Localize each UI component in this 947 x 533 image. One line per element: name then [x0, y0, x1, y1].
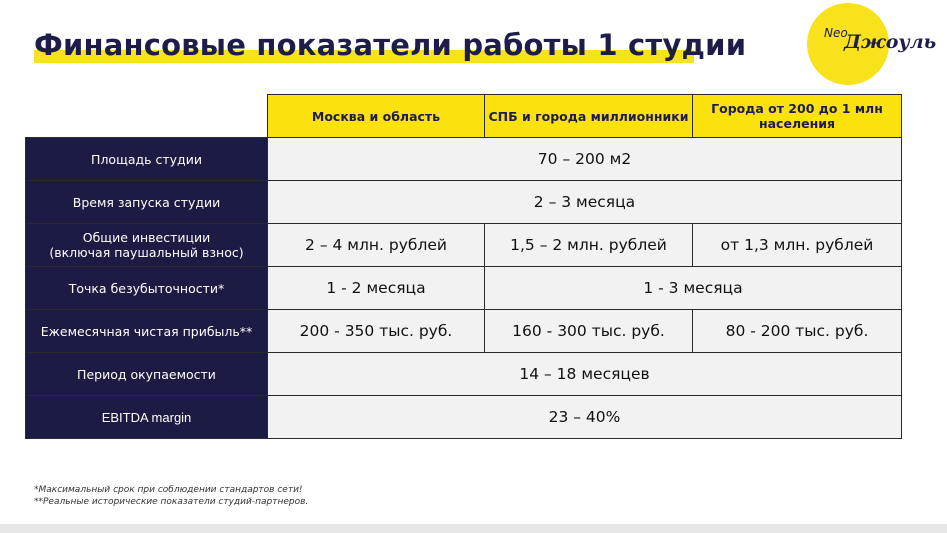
table-row	[26, 224, 902, 267]
footnote-2: **Реальные исторические показатели студий-партнеров.	[34, 497, 309, 507]
table-row	[26, 396, 902, 439]
logo-prefix: Neo	[824, 26, 848, 40]
value-breakeven-other: 1 - 3 месяца	[485, 267, 902, 310]
value-breakeven-moscow: 1 - 2 месяца	[268, 267, 485, 310]
row-label-monthly-profit: Ежемесячная чистая прибыль**	[26, 310, 268, 353]
table-row	[26, 181, 902, 224]
value-profit-moscow: 200 - 350 тыс. руб.	[268, 310, 485, 353]
neo-joule-logo	[800, 2, 937, 88]
value-profit-spb: 160 - 300 тыс. руб.	[485, 310, 693, 353]
row-label-breakeven: Точка безубыточности*	[26, 267, 268, 310]
row-label-payback: Период окупаемости	[26, 353, 268, 396]
value-investments-cities: от 1,3 млн. рублей	[693, 224, 902, 267]
header-moscow: Москва и область	[268, 95, 485, 138]
logo-name: Джоуль	[844, 31, 937, 53]
row-label-investments	[26, 224, 268, 267]
footnote-1: *Максимальный срок при соблюдении стандартов сети!	[34, 485, 303, 495]
footnotes	[34, 484, 308, 508]
page-title: Финансовые показатели работы 1 студии	[34, 28, 747, 62]
header-corner	[26, 95, 268, 138]
value-payback: 14 – 18 месяцев	[268, 353, 902, 396]
table-row	[26, 353, 902, 396]
header-cities: Города от 200 до 1 млн населения	[693, 95, 902, 138]
value-investments-spb: 1,5 – 2 млн. рублей	[485, 224, 693, 267]
table-header-row	[26, 95, 902, 138]
value-investments-moscow: 2 – 4 млн. рублей	[268, 224, 485, 267]
row-label-area: Площадь студии	[26, 138, 268, 181]
bottom-bar	[0, 524, 947, 533]
value-launch-time: 2 – 3 месяца	[268, 181, 902, 224]
row-label-investments-line1: Общие инвестиции	[82, 230, 211, 245]
value-area: 70 – 200 м2	[268, 138, 902, 181]
title-block	[34, 28, 746, 62]
value-ebitda: 23 – 40%	[268, 396, 902, 439]
table-row	[26, 138, 902, 181]
value-profit-cities: 80 - 200 тыс. руб.	[693, 310, 902, 353]
financial-table	[25, 94, 902, 439]
header-spb: СПБ и города миллионники	[485, 95, 693, 138]
row-label-launch-time: Время запуска студии	[26, 181, 268, 224]
row-label-investments-line2: (включая паушальный взнос)	[49, 245, 244, 260]
table-row	[26, 310, 902, 353]
table-row	[26, 267, 902, 310]
row-label-ebitda: EBITDA margin	[26, 396, 268, 439]
